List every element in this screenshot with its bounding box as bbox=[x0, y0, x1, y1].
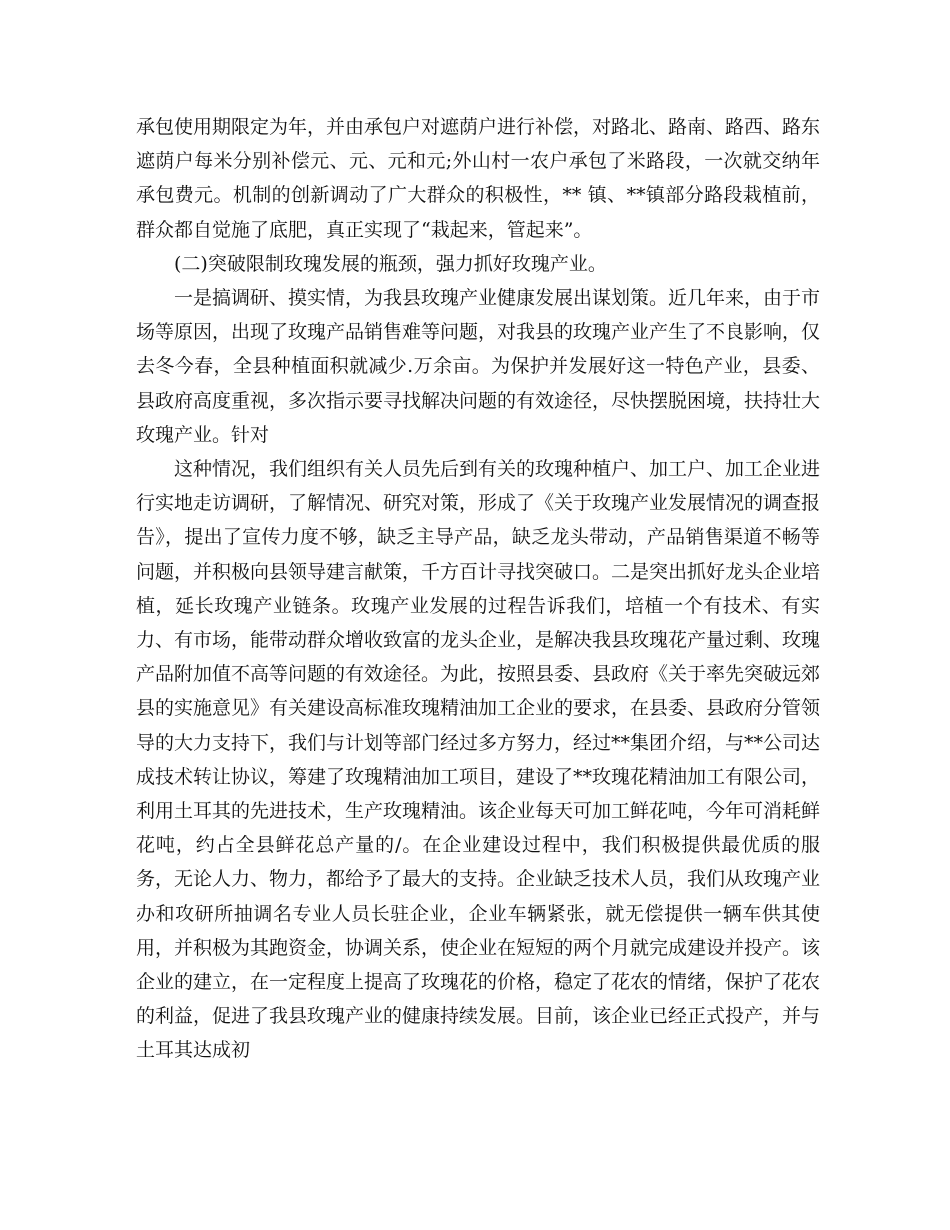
document-body bbox=[136, 110, 820, 1068]
paragraph-research: 一是搞调研、摸实情，为我县玫瑰产业健康发展出谋划策。近几年来，由于市场等原因，出现了玫瑰产品销售难等问题，对我县的玫瑰产业产生了不良影响，仅去冬今春，全县种植面积就减少.万余亩。为保护并发展好这一特色产业，县委、县政府高度重视，多次指示要寻找解决问题的有效途径，尽快摆脱困境，扶持壮大玫瑰产业。针对 bbox=[136, 287, 821, 446]
paragraph-compensation: 承包使用期限定为年，并由承包户对遮荫户进行补偿，对路北、路南、路西、路东遮荫户每米分别补偿元、元、元和元;外山村一农户承包了米路段，一次就交纳年承包费元。机制的创新调动了广大群众的积极性，** 镇、**镇部分路段栽植前，群众都自觉施了底肥，真正实现了“栽起来，管起来”。 bbox=[136, 116, 821, 241]
paragraph-leading-enterprise: 这种情况，我们组织有关人员先后到有关的玫瑰种植户、加工户、加工企业进行实地走访调研，了解情况、研究对策，形成了《关于玫瑰产业发展情况的调查报告》，提出了宣传力度不够，缺乏主导产品，缺乏龙头带动，产品销售渠道不畅等问题，并积极向县领导建言献策，千方百计寻找突破口。二是突出抓好龙头企业培植，延长玫瑰产业链条。玫瑰产业发展的过程告诉我们，培植一个有技术、有实力、有市场，能带动群众增收致富的龙头企业，是解决我县玫瑰花产量过剩、玫瑰产品附加值不高等问题的有效途径。为此，按照县委、县政府《关于率先突破远郊县的实施意见》有关建设高标准玫瑰精油加工企业的要求，在县委、县政府分管领导的大力支持下，我们与计划等部门经过多方努力，经过**集团介绍，与**公司达成技术转让协议，筹建了玫瑰精油加工项目，建设了**玫瑰花精油加工有限公司，利用土耳其的先进技术，生产玫瑰精油。该企业每天可加工鲜花吨，今年可消耗鲜花吨，约占全县鲜花总产量的/。在企业建设过程中，我们积极提供最优质的服务，无论人力、物力，都给予了最大的支持。企业缺乏技术人员，我们从玫瑰产业办和攻研所抽调名专业人员长驻企业，企业车辆紧张，就无偿提供一辆车供其使用，并积极为其跑资金，协调关系，使企业在短短的两个月就完成建设并投产。该企业的建立，在一定程度上提高了玫瑰花的价格，稳定了花农的情绪，保护了花农的利益，促进了我县玫瑰产业的健康持续发展。目前，该企业已经正式投产，并与土耳其达成初 bbox=[136, 458, 821, 1062]
section-heading-rose-industry: (二)突破限制玫瑰发展的瓶颈，强力抓好玫瑰产业。 bbox=[174, 252, 607, 275]
